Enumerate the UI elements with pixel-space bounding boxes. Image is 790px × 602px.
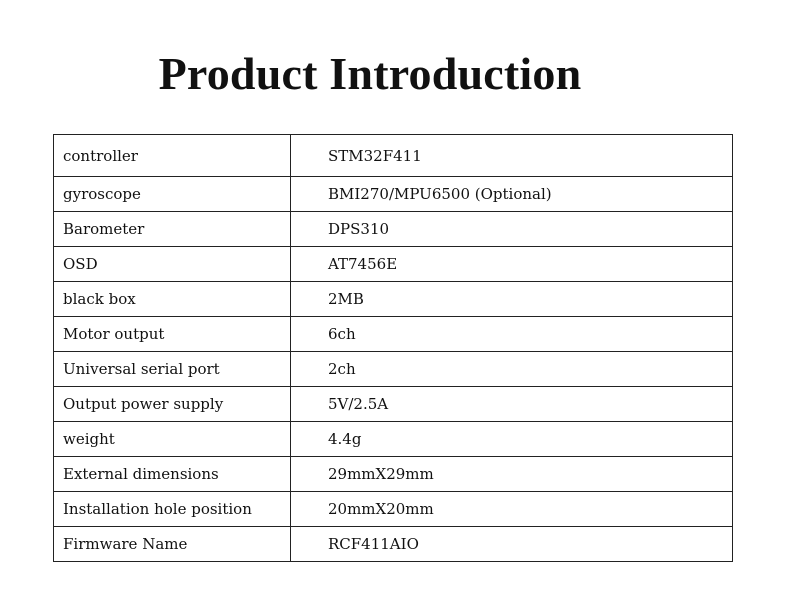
- spec-label: OSD: [54, 247, 291, 282]
- spec-value: 4.4g: [291, 422, 733, 457]
- spec-label: controller: [54, 135, 291, 177]
- spec-value: RCF411AIO: [291, 527, 733, 562]
- spec-label: Output power supply: [54, 387, 291, 422]
- table-row: [54, 422, 733, 457]
- table-row: [54, 492, 733, 527]
- spec-value: 5V/2.5A: [291, 387, 733, 422]
- table-row: [54, 527, 733, 562]
- spec-value: 20mmX20mm: [291, 492, 733, 527]
- spec-value: DPS310: [291, 212, 733, 247]
- spec-label: Motor output: [54, 317, 291, 352]
- spec-label: External dimensions: [54, 457, 291, 492]
- spec-value: STM32F411: [291, 135, 733, 177]
- table-row: [54, 457, 733, 492]
- spec-table: [53, 134, 733, 562]
- table-row: [54, 352, 733, 387]
- spec-value: 2ch: [291, 352, 733, 387]
- table-row: [54, 247, 733, 282]
- table-row: [54, 387, 733, 422]
- table-row: [54, 317, 733, 352]
- spec-label: gyroscope: [54, 177, 291, 212]
- spec-label: Universal serial port: [54, 352, 291, 387]
- spec-value: BMI270/MPU6500 (Optional): [291, 177, 733, 212]
- page-title: Product Introduction: [158, 48, 582, 99]
- table-row: [54, 177, 733, 212]
- spec-label: Barometer: [54, 212, 291, 247]
- spec-value: 6ch: [291, 317, 733, 352]
- spec-label: black box: [54, 282, 291, 317]
- spec-label: weight: [54, 422, 291, 457]
- spec-label: Installation hole position: [54, 492, 291, 527]
- spec-value: AT7456E: [291, 247, 733, 282]
- table-row: [54, 135, 733, 177]
- spec-label: Firmware Name: [54, 527, 291, 562]
- table-row: [54, 212, 733, 247]
- spec-value: 29mmX29mm: [291, 457, 733, 492]
- table-row: [54, 282, 733, 317]
- spec-value: 2MB: [291, 282, 733, 317]
